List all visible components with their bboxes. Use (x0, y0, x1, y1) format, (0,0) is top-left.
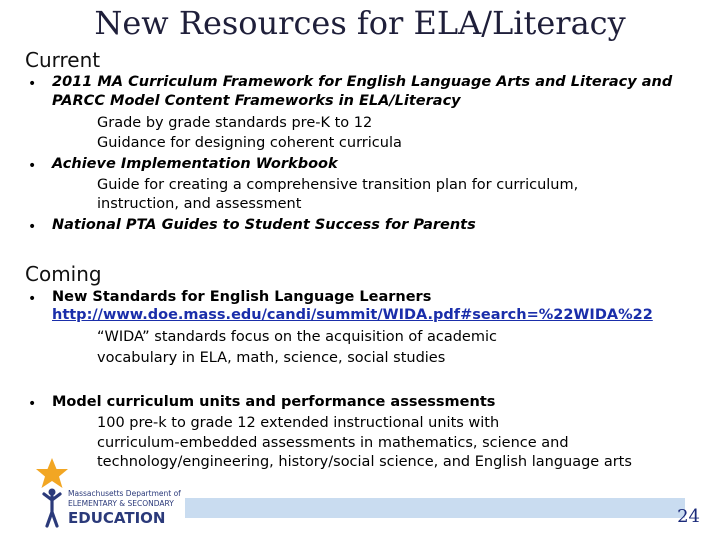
logo-text-line1: Massachusetts Department of (68, 489, 181, 498)
resource-detail: Guide for creating a comprehensive transition plan for curriculum, (97, 177, 579, 193)
dese-logo (32, 456, 187, 532)
resource-title: PARCC Model Content Frameworks in ELA/Literacy (52, 93, 461, 109)
bullet: • (28, 158, 37, 174)
slide-title: New Resources for ELA/Literacy (94, 4, 626, 42)
resource-title: National PTA Guides to Student Success for Parents (52, 217, 476, 233)
logo-text-line3: EDUCATION (68, 509, 166, 527)
resource-title: Achieve Implementation Workbook (52, 156, 338, 172)
bullet: • (28, 219, 37, 235)
logo-text-line2: ELEMENTARY & SECONDARY (68, 499, 174, 508)
coming-heading: Coming (25, 262, 102, 286)
bullet: • (28, 396, 37, 412)
resource-detail: “WIDA” standards focus on the acquisition of academic (97, 329, 497, 345)
page-number: 24 (677, 506, 700, 527)
resource-detail: instruction, and assessment (97, 196, 302, 212)
current-heading: Current (25, 48, 101, 72)
resource-detail: Guidance for designing coherent curricula (97, 135, 402, 151)
resource-detail: Grade by grade standards pre-K to 12 (97, 115, 373, 131)
resource-detail: curriculum-embedded assessments in mathematics, science and (97, 435, 569, 451)
footer-bar (185, 498, 685, 518)
star-figure-icon (32, 456, 72, 532)
resource-title: Model curriculum units and performance assessments (52, 394, 496, 410)
resource-title: 2011 MA Curriculum Framework for English Language Arts and Literacy and (52, 74, 673, 90)
bullet: • (28, 76, 37, 92)
wida-link[interactable]: http://www.doe.mass.edu/candi/summit/WIDA.pdf#search=%22WIDA%22 (52, 307, 653, 323)
resource-detail: technology/engineering, history/social science, and English language arts (97, 454, 632, 470)
bullet: • (28, 291, 37, 307)
resource-title: New Standards for English Language Learners (52, 289, 432, 305)
resource-detail: 100 pre-k to grade 12 extended instructional units with (97, 415, 500, 431)
resource-detail: vocabulary in ELA, math, science, social studies (97, 350, 446, 366)
